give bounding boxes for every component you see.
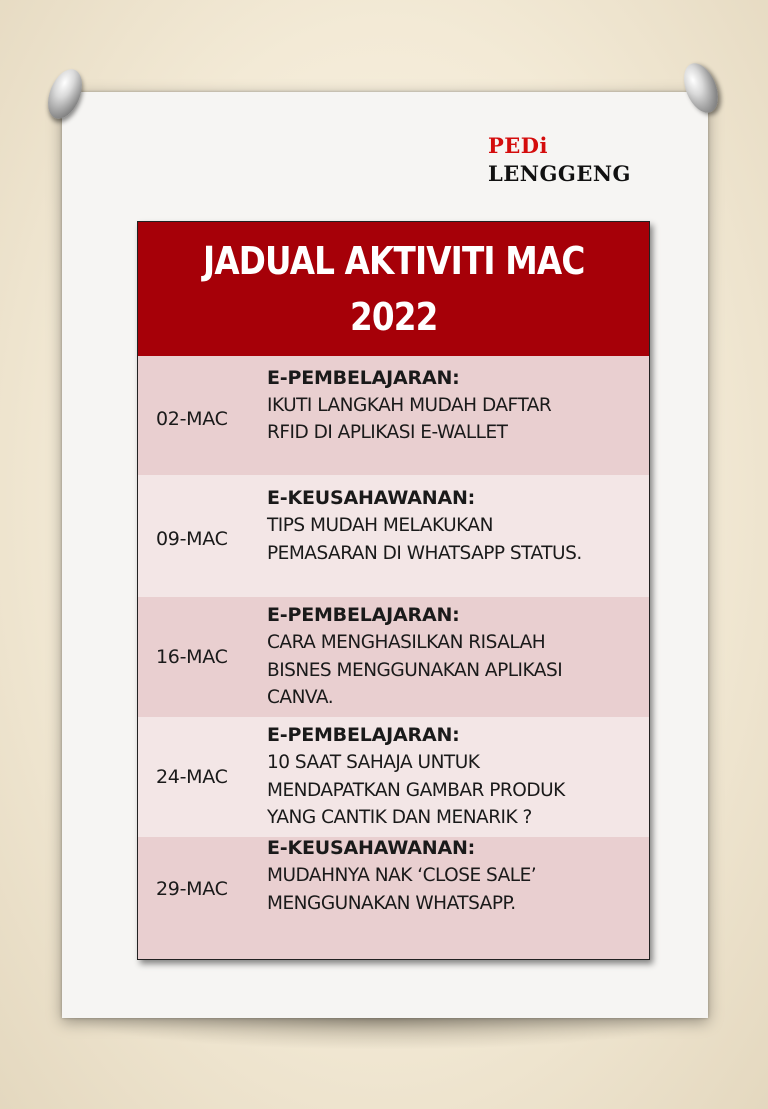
row-content: [267, 485, 649, 567]
row-description: TIPS MUDAH MELAKUKAN PEMASARAN DI WHATSAPP STATUS.: [267, 515, 582, 564]
row-category: E-KEUSAHAWANAN:: [267, 487, 476, 509]
schedule-row: [138, 597, 649, 717]
row-date: 29-MAC: [156, 878, 228, 900]
schedule-row: [138, 475, 649, 597]
row-date: 02-MAC: [156, 407, 228, 430]
row-category: E-PEMBELAJARAN:: [267, 724, 460, 747]
schedule-row: [138, 837, 649, 957]
row-description: IKUTI LANGKAH MUDAH DAFTAR RFID DI APLIKASI E-WALLET: [267, 394, 552, 443]
brand-line-2: LENGGENG: [488, 161, 631, 186]
row-category: E-PEMBELAJARAN:: [267, 604, 460, 627]
row-date: 16-MAC: [156, 646, 228, 668]
row-date: 24-MAC: [156, 766, 228, 788]
brand-logo: [488, 135, 631, 184]
row-category: E-PEMBELAJARAN:: [267, 366, 460, 389]
schedule-header: [138, 222, 649, 356]
schedule-table: [137, 221, 650, 960]
brand-line-1: PEDi: [488, 133, 548, 158]
schedule-row: [138, 717, 649, 837]
row-description: 10 SAAT SAHAJA UNTUK MENDAPATKAN GAMBAR PRODUK YANG CANTIK DAN MENARIK ?: [267, 752, 565, 829]
row-content: [267, 722, 649, 832]
row-content: [267, 365, 649, 447]
row-content: [267, 835, 649, 917]
schedule-title: JADUAL AKTIVITI MAC 2022: [202, 239, 585, 339]
schedule-row: [138, 356, 649, 475]
row-description: CARA MENGHASILKAN RISALAH BISNES MENGGUNAKAN APLIKASI CANVA.: [267, 632, 563, 709]
row-description: MUDAHNYA NAK ‘CLOSE SALE’ MENGGUNAKAN WHATSAPP.: [267, 865, 537, 914]
row-date: 09-MAC: [156, 528, 228, 550]
row-category: E-KEUSAHAWANAN:: [267, 837, 476, 859]
row-content: [267, 602, 649, 712]
